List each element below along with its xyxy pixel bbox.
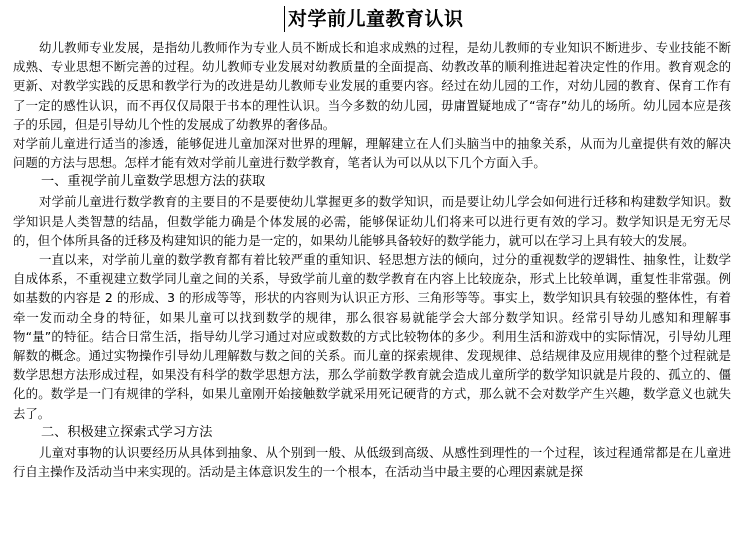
section-1-heading: 一、重视学前儿童数学思想方法的获取 bbox=[41, 174, 266, 190]
intro-paragraph-1: 幼儿教师专业发展，是指幼儿教师作为专业人员不断成长和追求成熟的过程，是幼儿教师的专业知识不断进步、专业技能不断成熟、专业思想不断完善的过程。幼儿教师专业发展对幼教质量的全面提高、幼教改革的顺利推进起着决定性的作用。教育观念的更新、对教学实践的反思和教学行为的改进是幼儿教师专业发展的重要内容。经过在幼儿园的工作，对幼儿园的教育、保育工作有了一定的感性认识，而不再仅仅局限于书本的理性认识。当今多数的幼儿园，毋庸置疑地成了“寄存”幼儿的场所。幼儿园本应是孩子的乐园，但是引导幼儿个性的发展成了幼教界的奢侈品。 bbox=[13, 40, 731, 132]
text-cursor bbox=[284, 6, 285, 32]
document-body bbox=[13, 38, 731, 481]
section-1-paragraph-2: 一直以来，对学前儿童的数学教育都有着比较严重的重知识、轻思想方法的倾向，过分的重视数学的逻辑性、抽象性，让数学自成体系，不重视建立数学同儿童之间的关系，导致学前儿童的数学教育在内容上比较庞杂，形式上比较单调，重复性非常强。例如基数的内容是 2 的形成、3 的形成等等，形状的内容则为认识正方形、三角形等等。事实上，数学知识具有较强的整体性，有着牵一发而动全身的特征，如果儿童可以找到数学的规律，那么很容易就能学会大部分数学知识。经常引导幼儿感知和理解事物“量”的特征。结合日常生活，指导幼儿学习通过对应或数数的方式比较物体的多少。利用生活和游戏中的实际情况，引导幼儿理解数的概念。通过实物操作引导幼儿理解数与数之间的关系。而儿童的探索规律、发现规律、总结规律及应用规律的整个过程就是数学思想方法形成过程，如果没有科学的数学思想方法，那么学前数学教育就会造成儿童所学的数学知识就是片段的、孤立的、僵化的。数学是一门有规律的学科，如果儿童刚开始接触数学就采用死记硬背的方式，那么就不会对数学产生兴趣，数学意义也就失去了。 bbox=[13, 252, 731, 421]
section-2-heading: 二、积极建立探索式学习方法 bbox=[41, 424, 213, 440]
document-title: 对学前儿童教育认识 bbox=[288, 8, 464, 30]
section-2-paragraph-1: 儿童对事物的认识要经历从具体到抽象、从个别到一般、从低级到高级、从感性到理性的一个过程，该过程通常都是在儿童进行自主操作及活动当中来实现的。活动是主体意识发生的一个根本，在活动当中最主要的心理因素就是探 bbox=[13, 444, 731, 480]
section-1-paragraph-1: 对学前儿童进行数学教育的主要目的不是要使幼儿掌握更多的数学知识，而是要让幼儿学会如何进行迁移和构建数学知识。数学知识是人类智慧的结晶，但数学能力确是个体发展的必需，能够保证幼儿们将来可以进行更有效的学习。数学知识是无穷无尽的，但个体所具备的迁移及构建知识的能力是一定的，如果幼儿能够具备较好的数学能力，就可以在学习上具有较大的发展。 bbox=[13, 194, 731, 248]
intro-paragraph-2: 对学前儿童进行适当的渗透，能够促进儿童加深对世界的理解，理解建立在人们头脑当中的抽象关系，从而为儿童提供有效的解决问题的方法与思想。怎样才能有效对学前儿童进行数学教育，笔者认为可以从以下几个方面入手。 bbox=[13, 136, 731, 171]
